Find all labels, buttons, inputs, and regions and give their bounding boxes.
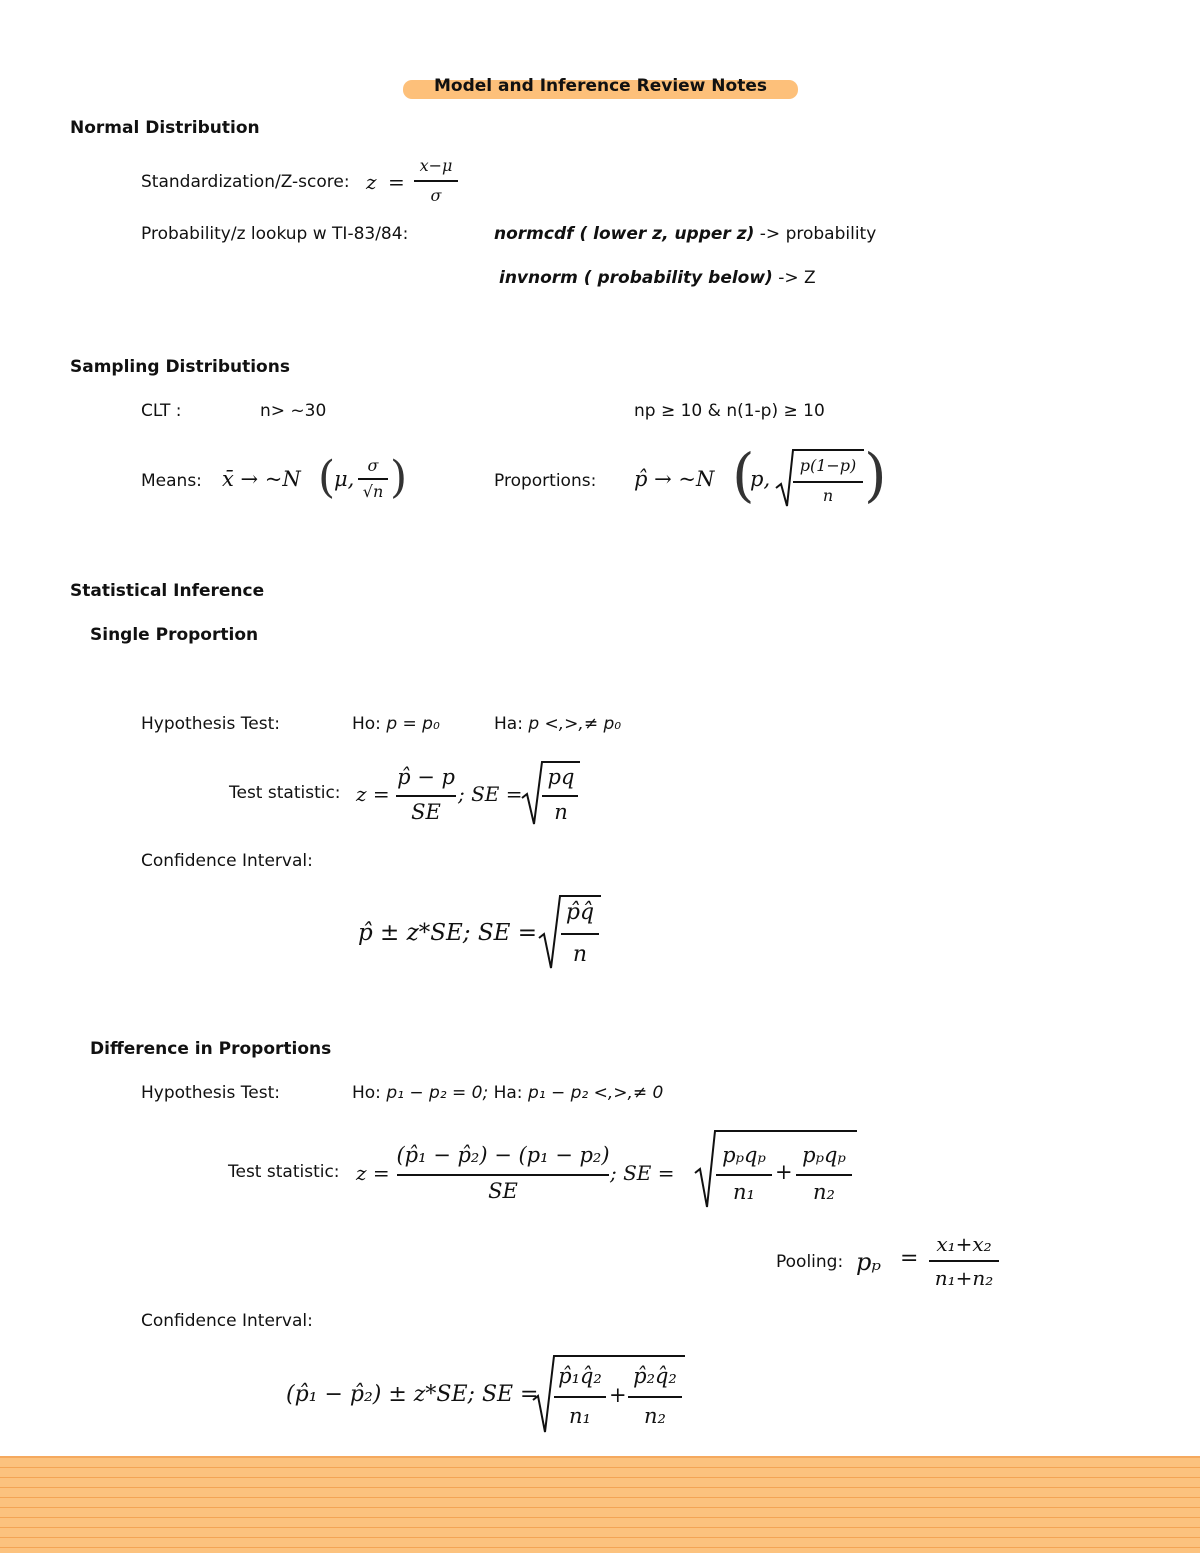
proportions-n: n xyxy=(822,486,834,505)
diff-se-plus: + xyxy=(775,1160,793,1184)
clt-proportions-condition: np ≥ 10 & n(1-p) ≥ 10 xyxy=(634,401,825,421)
diff-ci-term2-numerator: p̂₂q̂₂ xyxy=(633,1364,677,1388)
proportions-label: Proportions: xyxy=(494,471,597,491)
heading-single-proportion: Single Proportion xyxy=(90,625,259,645)
single-test-stat-bar xyxy=(396,795,456,797)
diff-se-term1-bar xyxy=(716,1174,772,1176)
clt-means-condition: n> ~30 xyxy=(260,401,327,421)
pooling-numerator: x₁+x₂ xyxy=(936,1232,992,1256)
single-test-stat-lhs: z = xyxy=(356,782,390,806)
normcdf-line xyxy=(494,224,876,244)
means-left-paren: ( xyxy=(318,452,336,503)
lookup-label: Probability/z lookup w TI-83/84: xyxy=(141,224,409,244)
means-lhs: x̄ → ~N xyxy=(222,467,301,491)
diff-ho-expr: p₁ − p₂ = 0; xyxy=(386,1083,489,1103)
pooling-equals: = xyxy=(900,1246,919,1271)
diff-ci-label: Confidence Interval: xyxy=(141,1311,313,1331)
single-ci-lhs: p̂ ± z*SE; SE = xyxy=(358,920,537,946)
diff-ha-label: Ha: xyxy=(488,1083,528,1103)
single-se-lhs: ; SE = xyxy=(458,782,523,806)
diff-hypotheses xyxy=(352,1083,663,1103)
footer-stripes xyxy=(0,1458,1200,1553)
single-se-denominator: n xyxy=(554,800,568,824)
single-test-stat-denominator: SE xyxy=(411,800,441,824)
pooling-bar xyxy=(929,1260,999,1262)
proportions-left-paren: ( xyxy=(732,441,755,509)
z-equals: = xyxy=(388,170,405,194)
diff-ci-term1-bar xyxy=(554,1396,606,1398)
z-denominator: σ xyxy=(430,186,442,205)
z-numerator: x−μ xyxy=(419,156,453,175)
diff-se-term1-denominator: n₁ xyxy=(733,1180,755,1204)
z-variable: z xyxy=(366,170,377,194)
means-mu: μ, xyxy=(334,467,355,491)
means-sqrt-n: √n xyxy=(362,482,384,501)
diff-se-term2-numerator: pₚqₚ xyxy=(802,1143,846,1167)
normcdf-output: -> probability xyxy=(754,224,877,244)
pooling-denominator: n₁+n₂ xyxy=(934,1266,994,1290)
diff-test-stat-denominator: SE xyxy=(488,1179,518,1203)
pooling-label: Pooling: xyxy=(776,1252,844,1272)
heading-normal-distribution: Normal Distribution xyxy=(70,118,260,138)
invnorm-line xyxy=(499,268,816,288)
diff-ci-term2-bar xyxy=(628,1396,682,1398)
heading-sampling-distributions: Sampling Distributions xyxy=(70,357,290,377)
single-alt-hypothesis xyxy=(494,714,621,734)
diff-se-term2-denominator: n₂ xyxy=(813,1180,835,1204)
heading-statistical-inference: Statistical Inference xyxy=(70,581,265,601)
proportions-fraction-bar xyxy=(793,481,863,483)
proportions-p: p, xyxy=(750,467,771,491)
single-ci-se-denominator: n xyxy=(572,942,588,967)
single-ha-expr: p <,>,≠ p₀ xyxy=(528,714,622,734)
single-test-stat-numerator: p̂ − p xyxy=(397,765,455,789)
clt-label: CLT : xyxy=(141,401,182,421)
proportions-p1p: p(1−p) xyxy=(799,456,857,475)
means-label: Means: xyxy=(141,471,202,491)
single-null-hypothesis xyxy=(352,714,440,734)
means-right-paren: ) xyxy=(390,452,408,503)
diff-test-stat-bar xyxy=(397,1174,609,1176)
invnorm-output: -> Z xyxy=(772,268,816,288)
diff-test-stat-lhs: z = xyxy=(356,1161,390,1185)
diff-se-term1-numerator: pₚqₚ xyxy=(722,1143,766,1167)
diff-ci-term2-denominator: n₂ xyxy=(644,1404,666,1428)
page-title: Model and Inference Review Notes xyxy=(434,76,767,96)
diff-ci-lhs: (p̂₁ − p̂₂) ± z*SE; SE = xyxy=(286,1382,539,1407)
proportions-lhs: p̂ → ~N xyxy=(634,467,715,491)
single-ho-expr: p = p₀ xyxy=(386,714,440,734)
pooling-variable: pₚ xyxy=(856,1248,881,1276)
single-se-bar xyxy=(542,795,578,797)
single-se-numerator: pq xyxy=(547,765,575,789)
diff-test-stat-label: Test statistic: xyxy=(228,1162,340,1182)
heading-difference-in-proportions: Difference in Proportions xyxy=(90,1039,332,1059)
diff-ho-label: Ho: xyxy=(352,1083,387,1103)
single-ci-se-bar xyxy=(561,933,599,935)
proportions-right-paren: ) xyxy=(864,441,887,509)
single-ho-label: Ho: xyxy=(352,714,387,734)
normcdf-function: normcdf ( lower z, upper z) xyxy=(494,224,755,244)
diff-se-lhs: ; SE = xyxy=(610,1161,675,1185)
diff-test-stat-numerator: (p̂₁ − p̂₂) − (p₁ − p₂) xyxy=(396,1143,610,1167)
single-ci-se-numerator: p̂q̂ xyxy=(565,900,595,925)
single-hypothesis-label: Hypothesis Test: xyxy=(141,714,280,734)
diff-ci-term1-numerator: p̂₁q̂₂ xyxy=(558,1364,602,1388)
single-ci-label: Confidence Interval: xyxy=(141,851,313,871)
invnorm-function: invnorm ( probability below) xyxy=(499,268,773,288)
single-ha-label: Ha: xyxy=(494,714,529,734)
means-sigma: σ xyxy=(367,456,379,475)
zscore-label: Standardization/Z-score: xyxy=(141,172,350,192)
z-fraction-bar xyxy=(414,180,458,182)
means-fraction-bar xyxy=(358,478,388,480)
diff-hypothesis-label: Hypothesis Test: xyxy=(141,1083,280,1103)
diff-se-term2-bar xyxy=(796,1174,852,1176)
diff-ci-plus: + xyxy=(609,1383,627,1407)
diff-ha-expr: p₁ − p₂ <,>,≠ 0 xyxy=(527,1083,664,1103)
diff-ci-term1-denominator: n₁ xyxy=(569,1404,591,1428)
single-test-stat-label: Test statistic: xyxy=(229,783,341,803)
